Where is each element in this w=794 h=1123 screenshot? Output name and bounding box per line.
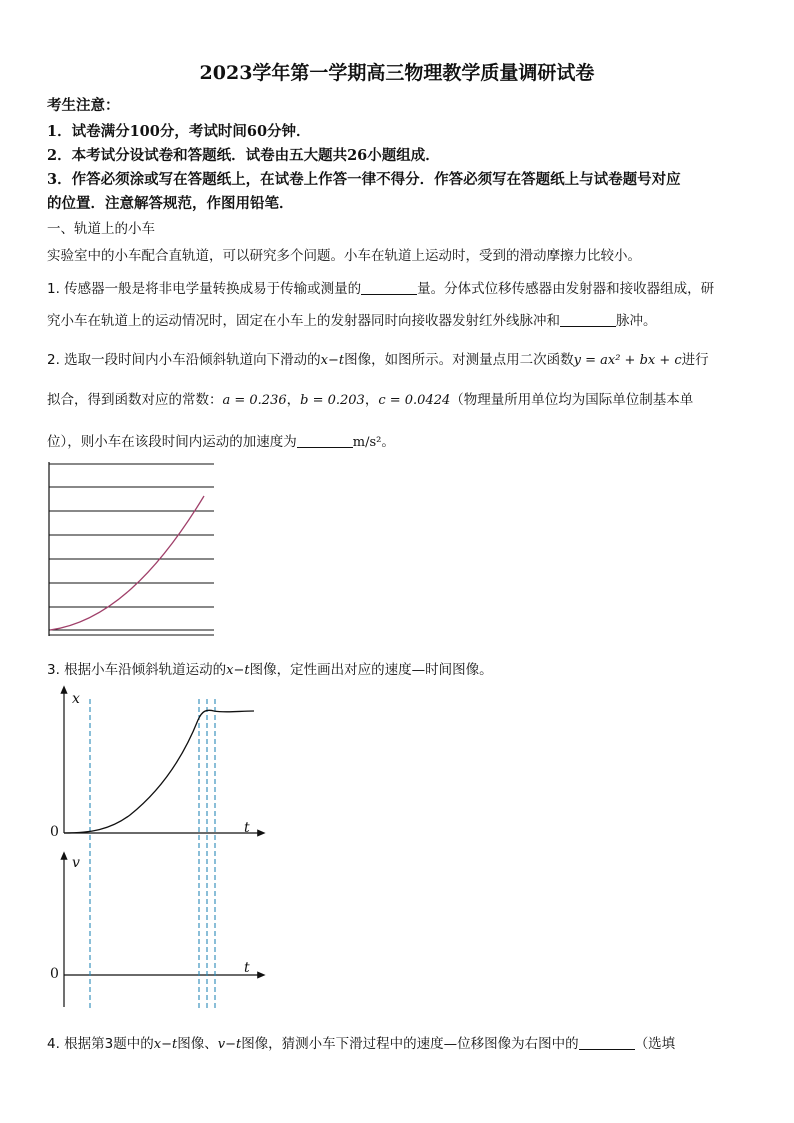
xt-vt-graphs — [40, 685, 270, 1015]
section-heading: 一、轨道上的小车 — [47, 221, 155, 237]
answer-blank[interactable] — [361, 280, 417, 295]
q4-text: （选填 — [634, 1036, 676, 1052]
question-2-line-3 — [47, 430, 395, 450]
q3-text: 图像，定性画出对应的速度—时间图像。 — [249, 662, 493, 678]
dashed-guide-lines — [90, 699, 215, 1011]
graph2-origin: 0 — [50, 966, 59, 982]
separator: ， — [364, 392, 379, 408]
xt-curve — [64, 710, 254, 833]
quadratic-function: y = ax² + bx + c — [573, 353, 682, 368]
constant-c: c = 0.0424 — [378, 393, 451, 408]
figure-grid-lines — [49, 464, 214, 635]
xt-fit-figure — [48, 462, 216, 638]
notice-item: 3．作答必须涂或写在答题纸上，在试卷上作答一律不得分．作答必须写在答题纸上与试卷题号对应 — [47, 171, 681, 188]
graph2-y-label: v — [72, 855, 80, 871]
question-2-line-2 — [47, 388, 693, 408]
x-t-symbol: x−t — [153, 1037, 178, 1052]
notice-item: 1．试卷满分100分，考试时间60分钟． — [47, 123, 311, 140]
page-title: 2023学年第一学期高三物理教学质量调研试卷 — [199, 62, 595, 84]
graph1-x-label: t — [244, 820, 250, 836]
answer-blank[interactable] — [579, 1035, 635, 1050]
q1-text: 1. 传感器一般是将非电学量转换成易于传输或测量的 — [47, 281, 362, 297]
q1-text: 究小车在轨道上的运动情况时，固定在小车上的发射器同时向接收器发射红外线脉冲和 — [47, 313, 560, 329]
notice-item: 的位置．注意解答规范，作图用铅笔． — [47, 195, 294, 212]
constant-a: a = 0.236 — [222, 393, 287, 408]
q2-text: 拟合，得到函数对应的常数： — [47, 392, 223, 408]
graph1-origin: 0 — [50, 824, 59, 840]
q4-text: 图像，猜测小车下滑过程中的速度—位移图像为右图中的 — [241, 1036, 579, 1052]
q2-text: 2. 选取一段时间内小车沿倾斜轨道向下滑动的 — [47, 352, 321, 368]
v-t-symbol: v−t — [217, 1037, 242, 1052]
section-intro: 实验室中的小车配合直轨道，可以研究多个问题。小车在轨道上运动时，受到的滑动摩擦力比较小。 — [47, 248, 641, 264]
x-t-symbol: x−t — [226, 663, 250, 678]
answer-blank[interactable] — [297, 433, 353, 448]
fit-curve — [50, 496, 204, 630]
separator: ， — [286, 392, 301, 408]
question-4 — [47, 1032, 675, 1052]
q2-text: 。 — [381, 434, 395, 450]
q2-text: 进行 — [681, 352, 709, 368]
answer-blank[interactable] — [560, 312, 616, 327]
q1-text: 脉冲。 — [616, 313, 657, 329]
q2-text: 图像，如图所示。对测量点用二次函数 — [344, 352, 574, 368]
q2-text: 位），则小车在该段时间内运动的加速度为 — [47, 434, 297, 450]
q3-text: 3. 根据小车沿倾斜轨道运动的 — [47, 662, 227, 678]
acceleration-unit: m/s² — [352, 435, 382, 450]
graph1-y-label: x — [72, 691, 80, 707]
q4-text: 4. 根据第3题中的 — [47, 1036, 154, 1052]
notice-heading: 考生注意： — [47, 97, 120, 114]
question-1-line-1 — [47, 277, 714, 297]
x-t-symbol: x−t — [320, 353, 345, 368]
notice-item: 2．本考试分设试卷和答题纸．试卷由五大题共26小题组成． — [47, 147, 440, 164]
question-2-line-1 — [47, 348, 709, 368]
constant-b: b = 0.203 — [300, 393, 365, 408]
q4-text: 图像、 — [177, 1036, 218, 1052]
graph2-x-label: t — [244, 960, 250, 976]
q2-text: （物理量所用单位均为国际单位制基本单 — [450, 392, 694, 408]
question-3 — [47, 658, 493, 678]
q1-text: 量。分体式位移传感器由发射器和接收器组成，研 — [417, 281, 715, 297]
question-1-line-2 — [47, 309, 657, 329]
